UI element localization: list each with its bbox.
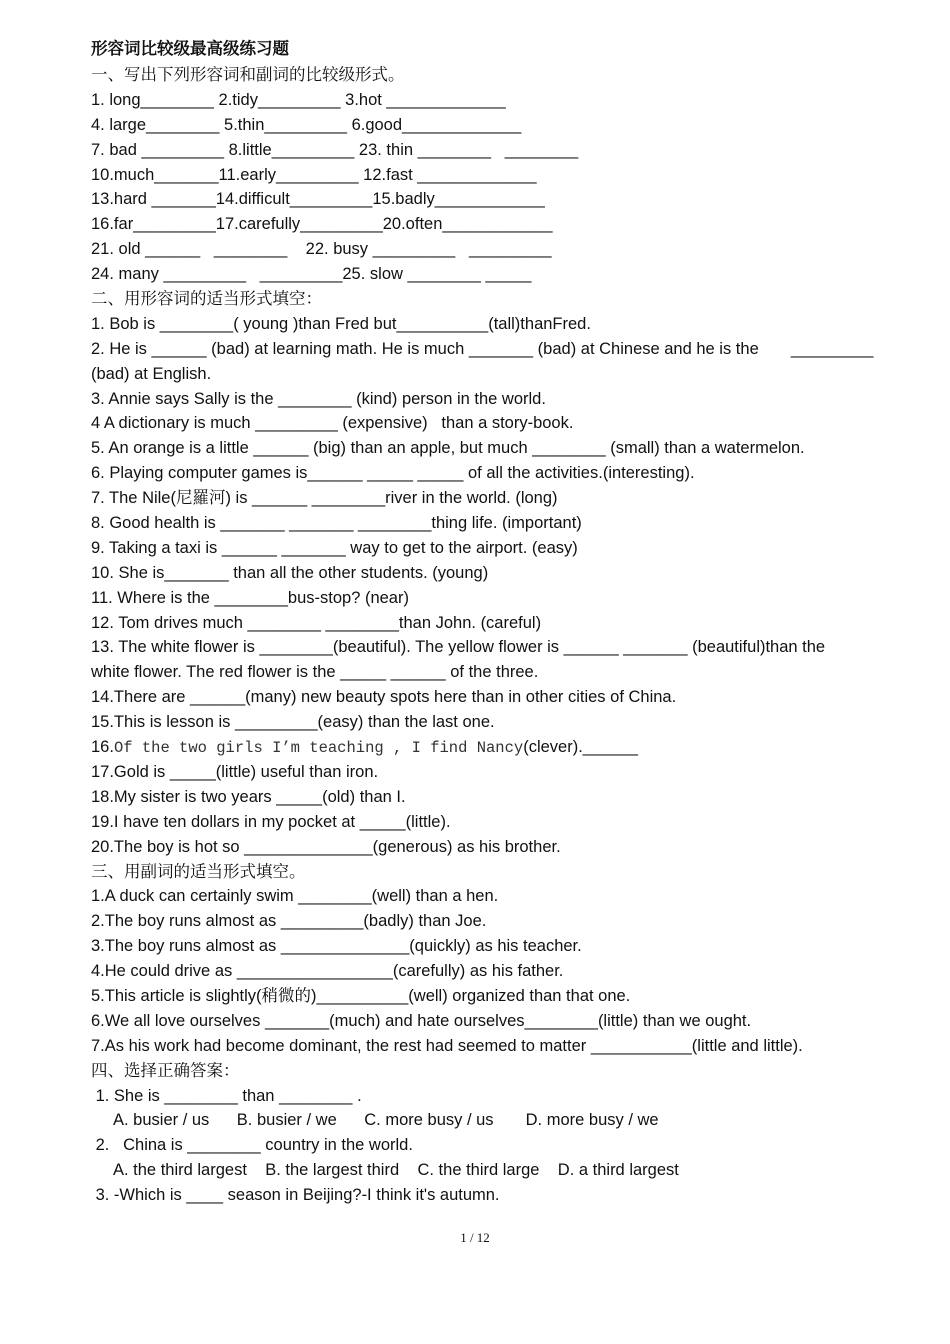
exercise-line: 2.The boy runs almost as _________(badly) than Joe. xyxy=(91,912,487,931)
exercise-line: 11. Where is the ________bus-stop? (near) xyxy=(91,588,409,607)
exercise-line: 18.My sister is two years _____(old) than I. xyxy=(91,787,406,806)
line-16-hint: (clever).______ xyxy=(523,738,638,757)
exercise-line: 1. Bob is ________( young )than Fred but__________(tall)thanFred. xyxy=(91,314,591,333)
exercise-line: 7. The Nile(尼羅河) is ______ ________river in the world. (long) xyxy=(91,489,558,508)
exercise-line: 2. He is ______ (bad) at learning math. He is much _______ (bad) at Chinese and he is the _________ xyxy=(91,339,874,358)
exercise-line: 24. many _________ _________25. slow ________ _____ xyxy=(91,265,532,284)
exercise-line: 3.The boy runs almost as ______________(quickly) as his teacher. xyxy=(91,937,582,956)
exercise-line: 14.There are ______(many) new beauty spots here than in other cities of China. xyxy=(91,688,677,707)
exercise-line: 10. She is_______ than all the other students. (young) xyxy=(91,563,489,582)
exercise-line: 7. bad _________ 8.little_________ 23. thin ________ ________ xyxy=(91,140,579,159)
exercise-line: 3. Annie says Sally is the ________ (kind) person in the world. xyxy=(91,389,546,408)
section-4-heading: 四、选择正确答案： xyxy=(91,1060,240,1080)
exercise-line: 17.Gold is _____(little) useful than iron. xyxy=(91,762,379,781)
question-1: 1. She is ________ than ________ . xyxy=(91,1086,362,1105)
document-content xyxy=(91,36,911,1208)
question-2: 2. China is ________ country in the world. xyxy=(91,1136,413,1155)
exercise-line: 13. The white flower is ________(beautiful). The yellow flower is ______ _______ (beautiful)than the xyxy=(91,638,826,657)
question-1-options: A. busier / us B. busier / we C. more busy / us D. more busy / we xyxy=(113,1111,659,1130)
exercise-line: 20.The boy is hot so ______________(generous) as his brother. xyxy=(91,837,561,856)
exercise-line: 12. Tom drives much ________ ________than John. (careful) xyxy=(91,613,542,632)
section-1-heading: 一、写出下列形容词和副词的比较级形式。 xyxy=(91,65,405,84)
exercise-line: 4 A dictionary is much _________ (expensive) than a story-book. xyxy=(91,414,574,433)
exercise-line: 16.far_________17.carefully_________20.often____________ xyxy=(91,215,553,234)
exercise-line: 5. An orange is a little ______ (big) than an apple, but much ________ (small) than a watermelon. xyxy=(91,439,805,458)
exercise-line: 6. Playing computer games is______ _____ _____ of all the activities.(interesting). xyxy=(91,464,695,483)
exercise-line: 4.He could drive as _________________(carefully) as his father. xyxy=(91,962,564,981)
exercise-line: white flower. The red flower is the _____ ______ of the three. xyxy=(91,663,539,682)
exercise-line-16 xyxy=(91,735,911,760)
exercise-line: 19.I have ten dollars in my pocket at _____(little). xyxy=(91,812,451,831)
section-3-heading: 三、用副词的适当形式填空。 xyxy=(91,861,306,881)
question-2-options: A. the third largest B. the largest third C. the third large D. a third largest xyxy=(113,1161,679,1180)
exercise-line: 8. Good health is _______ _______ ________thing life. (important) xyxy=(91,514,582,533)
line-16-number: 16. xyxy=(91,738,114,757)
exercise-line: 4. large________ 5.thin_________ 6.good_____________ xyxy=(91,115,522,134)
exercise-line: 9. Taking a taxi is ______ _______ way to get to the airport. (easy) xyxy=(91,538,578,557)
exercise-line: 21. old ______ ________ 22. busy _________ _________ xyxy=(91,240,552,259)
page-number: 1 / 12 xyxy=(460,1230,490,1245)
exercise-line: 1. long________ 2.tidy_________ 3.hot _____________ xyxy=(91,90,506,109)
section-2-heading: 二、用形容词的适当形式填空： xyxy=(91,289,322,309)
exercise-line: 6.We all love ourselves _______(much) and hate ourselves________(little) than we ought. xyxy=(91,1011,752,1030)
exercise-line: (bad) at English. xyxy=(91,364,212,383)
exercise-line: 7.As his work had become dominant, the rest had seemed to matter ___________(little and little). xyxy=(91,1036,803,1055)
question-3: 3. -Which is ____ season in Beijing?-I think it's autumn. xyxy=(91,1186,500,1205)
exercise-line: 15.This is lesson is _________(easy) than the last one. xyxy=(91,713,495,732)
document-title: 形容词比较级最高级练习题 xyxy=(91,39,289,58)
exercise-line: 13.hard _______14.difficult_________15.badly____________ xyxy=(91,190,545,209)
exercise-line: 1.A duck can certainly swim ________(well) than a hen. xyxy=(91,887,499,906)
line-16-sentence: Of the two girls I’m teaching , I find Nancy xyxy=(113,739,524,758)
exercise-line: 10.much_______11.early_________ 12.fast _____________ xyxy=(91,165,537,184)
exercise-line: 5.This article is slightly(稍微的)__________(well) organized than that one. xyxy=(91,986,631,1005)
